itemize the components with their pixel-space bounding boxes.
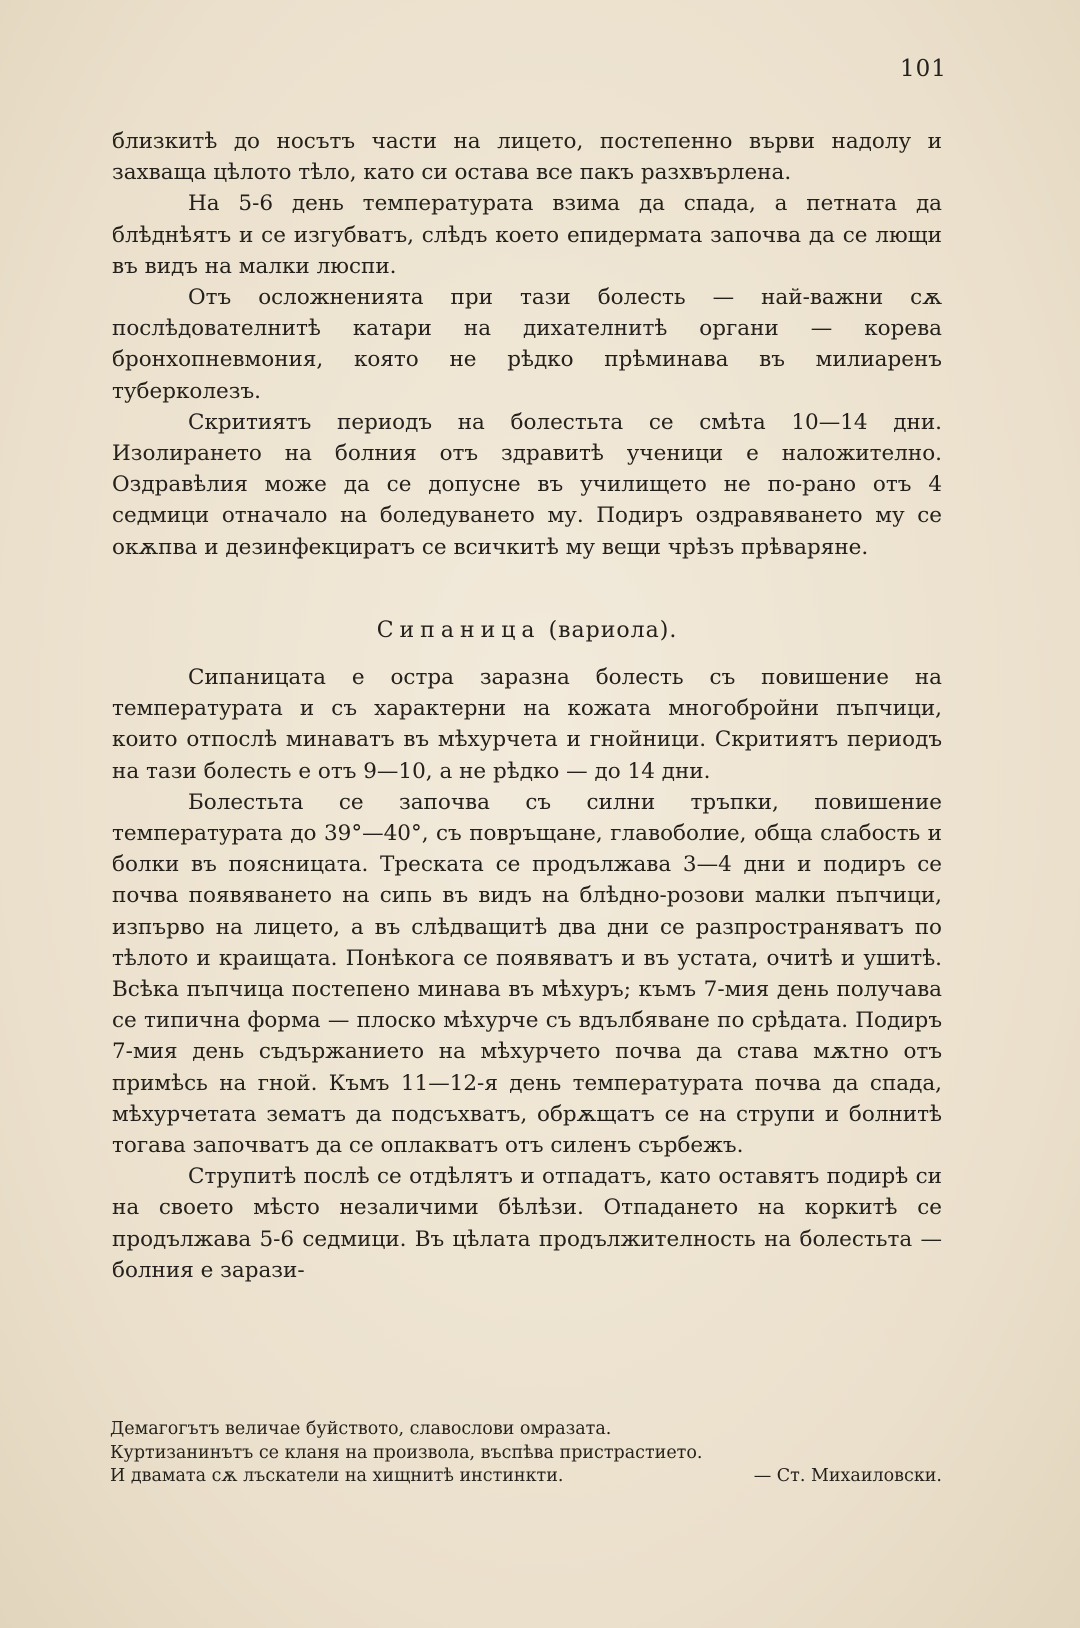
epigraph-attribution: — Ст. Михаиловски. <box>753 1466 942 1486</box>
page-number: 101 <box>900 56 947 82</box>
epigraph-last-line <box>110 1465 942 1489</box>
epigraph-quote <box>110 1418 942 1489</box>
paragraph: Отъ осложненията при тази болесть — най-важни сѫ послѣдователнитѣ катари на дихателнитѣ органи — корева бронхопневмония, която не рѣдко прѣминава въ милиаренъ туберколезъ. <box>112 285 942 404</box>
paragraph: Скритиятъ периодъ на болестьта се смѣта 10—14 дни. Изолирането на болния отъ здравитѣ ученици е наложително. Оздравѣлия може да се допусне въ училището не по-рано отъ 4 седмици отначало на боледуването му. Подиръ оздравяването му се окѫпва и дезинфекциратъ се всичкитѣ му вещи чрѣзъ прѣваряне. <box>112 409 942 560</box>
paragraph: Струпитѣ послѣ се отдѣлятъ и отпадатъ, като оставятъ подирѣ си на своето мѣсто незаличими бѣлѣзи. Отпадането на коркитѣ се продължава 5-6 седмици. Въ цѣлата продължителность на болестьта — болния е зарази- <box>112 1164 942 1283</box>
paragraph: близкитѣ до носътъ части на лицето, постепенно върви надолу и захваща цѣлото тѣло, като си остава все пакъ разхвърлена. <box>112 129 942 186</box>
section-subtitle: (вариола). <box>548 618 678 643</box>
body-text-bottom <box>112 662 942 1286</box>
paragraph: Сипаницата е остра заразна болесть съ повишение на температурата и съ характерни на кожата многобройни пъпчици, които отпослѣ минаватъ въ мѣхурчета и гнойници. Скритиятъ периодъ на тази болесть е отъ 9—10, а не рѣдко — до 14 дни. <box>112 665 942 784</box>
body-text-top <box>112 126 942 563</box>
section-title: Сипаница <box>376 618 541 643</box>
epigraph-line: И двамата сѫ лъскатели на хищнитѣ инстинкти. <box>110 1466 564 1486</box>
section-heading <box>112 618 942 643</box>
paragraph: На 5-6 день температурата взима да спада, а петната да блѣднѣятъ и се изгубватъ, слѣдъ което епидермата започва да се лющи въ видъ на малки люспи. <box>112 191 942 279</box>
epigraph-line: Куртизанинътъ се кланя на произвола, въспѣва пристрастието. <box>110 1442 703 1463</box>
epigraph-line: Демагогътъ величае буйството, славослови омразата. <box>110 1419 612 1439</box>
paragraph: Болестьта се започва съ силни тръпки, повишение температурата до 39°—40°, съ повръщане, главоболие, обща слабость и болки въ поясницата. Треската се продължава 3—4 дни и подиръ се почва появяването на сипь въ видъ на блѣдно-розови малки пъпчици, изпърво на лицето, а въ слѣдващитѣ два дни се разпространяватъ по тѣлото и краищата. Понѣкога се появяватъ и въ устата, очитѣ и ушитѣ. Всѣка пъпчица постепено минава въ мѣхуръ; къмъ 7-мия день получава се типична форма — плоско мѣхурче съ вдълбяване по срѣдата. Подиръ 7-мия день съдържанието на мѣхурчето почва да става мѫтно отъ примѣсь на гной. Къмъ 11—12-я день температурата почва да спада, мѣхурчетата зематъ да подсъхватъ, обрѫщатъ се на струпи и болнитѣ тогава започватъ да се оплакватъ отъ силенъ сърбежъ. <box>112 789 942 1159</box>
